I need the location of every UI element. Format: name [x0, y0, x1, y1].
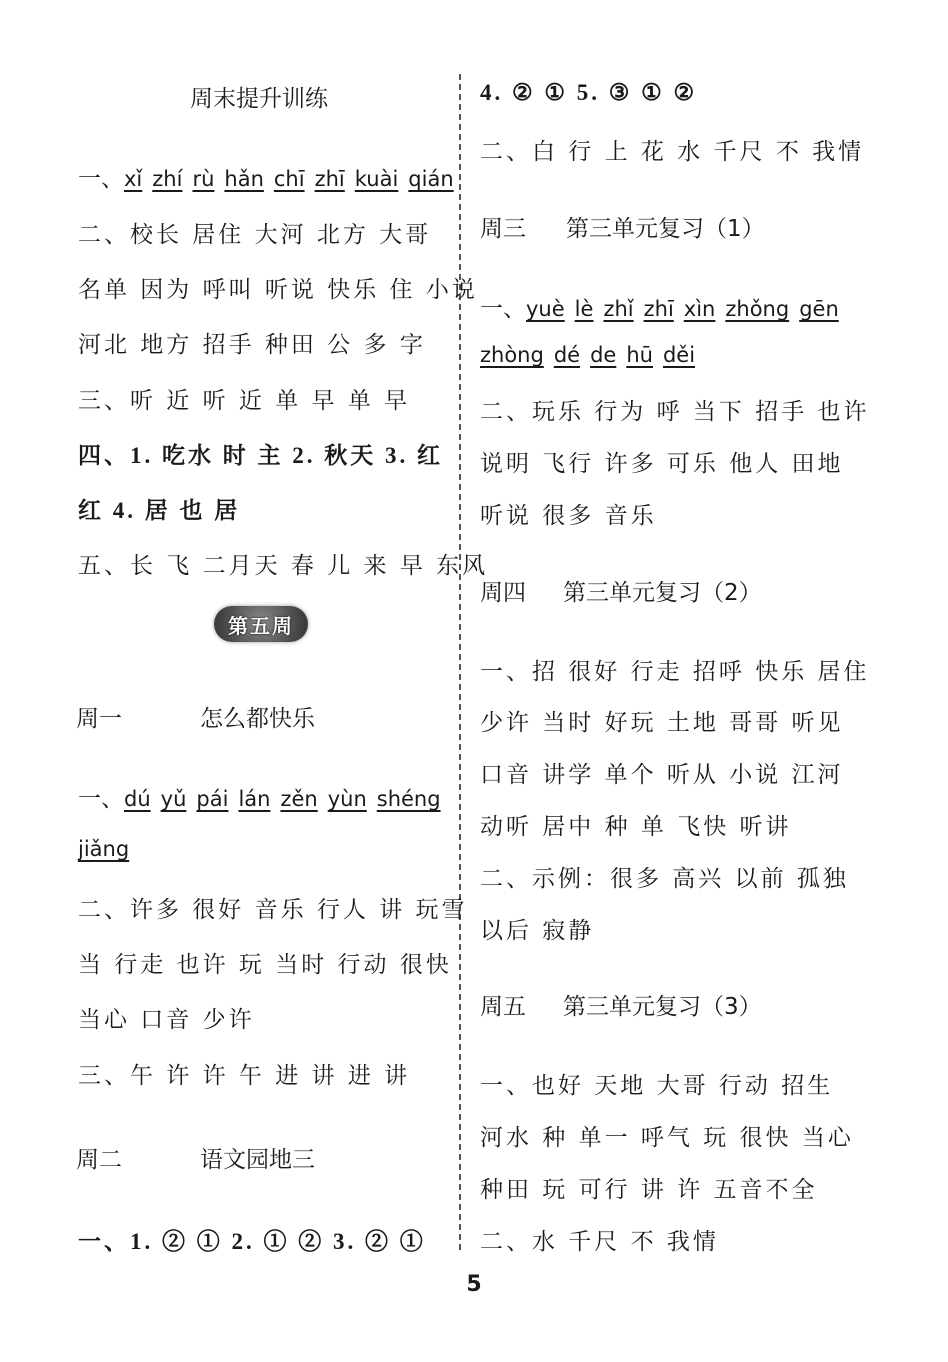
answer-line: 二、示例：很多 高兴 以前 孤独 — [480, 866, 849, 892]
pinyin-syllable: jiǎng — [78, 837, 130, 861]
item-prefix: 一、 — [78, 166, 124, 192]
pinyin-syllable: zhǒng — [725, 297, 790, 321]
answer-line: 种田 玩 可行 讲 许 五音不全 — [480, 1177, 818, 1203]
answer-line: 五、长 飞 二月天 春 儿 来 早 东风 — [78, 553, 489, 579]
pinyin-syllable: xìn — [683, 297, 716, 321]
section-day-label: 周二 — [76, 1147, 122, 1173]
section-title: 第三单元复习（3） — [563, 994, 762, 1020]
item-prefix: 一、 — [78, 786, 124, 812]
pinyin-syllable: zhǐ — [603, 297, 634, 321]
answer-line: 三、午 许 许 午 进 讲 进 讲 — [78, 1063, 411, 1089]
pinyin-syllable: hǎn — [224, 167, 264, 191]
answer-line: 以后 寂静 — [480, 918, 595, 944]
pinyin-line-3-cont — [480, 342, 705, 368]
page-number: 5 — [466, 1272, 482, 1297]
column-divider — [459, 74, 461, 1250]
answer-line: 当 行走 也许 玩 当时 行动 很快 — [78, 952, 452, 978]
pinyin-syllable: zhí — [152, 167, 183, 191]
pinyin-syllable: děi — [662, 343, 696, 367]
pinyin-group — [124, 787, 451, 811]
answer-line: 四、1. 吃水 时 主 2. 秋天 3. 红 — [78, 443, 443, 468]
answer-line: 名单 因为 呼叫 听说 快乐 住 小说 — [78, 277, 478, 303]
answer-line: 当心 口音 少许 — [78, 1007, 255, 1033]
pinyin-syllable: dú — [124, 787, 151, 811]
answer-line: 河北 地方 招手 种田 公 多 字 — [78, 332, 426, 358]
pinyin-syllable: shéng — [376, 787, 441, 811]
answer-line: 动听 居中 种 单 飞快 听讲 — [480, 814, 792, 840]
pinyin-line-2-cont — [78, 836, 139, 862]
answer-line: 一、招 很好 行走 招呼 快乐 居住 — [480, 659, 870, 685]
answer-line: 听说 很多 音乐 — [480, 503, 657, 529]
answer-line: 二、水 千尺 不 我情 — [480, 1229, 719, 1255]
pinyin-line-3 — [480, 290, 849, 323]
pinyin-syllable: dé — [553, 343, 581, 367]
pinyin-line-1 — [78, 160, 464, 193]
pinyin-syllable: lè — [574, 297, 594, 321]
pinyin-syllable: gēn — [799, 297, 839, 321]
answer-line: 二、许多 很好 音乐 行人 讲 玩雪 — [78, 897, 468, 923]
pinyin-syllable: yùn — [327, 787, 367, 811]
pinyin-group — [480, 343, 705, 367]
pinyin-line-2 — [78, 780, 451, 813]
pinyin-syllable: zhòng — [480, 343, 544, 367]
answer-line: 少许 当时 好玩 土地 哥哥 听见 — [480, 710, 844, 736]
answer-line: 三、听 近 听 近 单 早 单 早 — [78, 388, 411, 414]
answer-line: 口音 讲学 单个 听从 小说 江河 — [480, 762, 844, 788]
answer-line: 一、1. ② ① 2. ① ② 3. ② ① — [78, 1229, 426, 1254]
pinyin-group — [78, 837, 139, 861]
answer-line: 二、玩乐 行为 呼 当下 招手 也许 — [480, 399, 870, 425]
section-day-label: 周三 — [480, 216, 526, 242]
pinyin-group — [124, 167, 464, 191]
pinyin-syllable: yuè — [526, 297, 565, 321]
pinyin-syllable: pái — [196, 787, 229, 811]
week-badge: 第五周 — [214, 606, 308, 642]
pinyin-syllable: xǐ — [124, 167, 143, 191]
section-day-label: 周五 — [480, 994, 526, 1020]
answer-line: 一、也好 天地 大哥 行动 招生 — [480, 1073, 834, 1099]
pinyin-syllable: lán — [238, 787, 271, 811]
answer-line: 红 4. 居 也 居 — [78, 498, 241, 523]
pinyin-syllable: hū — [626, 343, 653, 367]
section-day-label: 周一 — [76, 706, 122, 732]
answer-line: 二、校长 居住 大河 北方 大哥 — [78, 222, 432, 248]
pinyin-syllable: zhī — [314, 167, 345, 191]
section-title: 怎么都快乐 — [200, 706, 315, 732]
pinyin-syllable: qián — [408, 167, 454, 191]
pinyin-syllable: rù — [192, 167, 215, 191]
pinyin-syllable: chī — [273, 167, 305, 191]
section-title: 第三单元复习（1） — [566, 216, 765, 242]
answer-line: 说明 飞行 许多 可乐 他人 田地 — [480, 451, 844, 477]
section-title: 语文园地三 — [200, 1147, 315, 1173]
answer-line: 4. ② ① 5. ③ ① ② — [480, 80, 698, 105]
pinyin-syllable: zhī — [643, 297, 674, 321]
section-day-label: 周四 — [480, 580, 526, 606]
section-title: 第三单元复习（2） — [563, 580, 762, 606]
answer-line: 河水 种 单一 呼气 玩 很快 当心 — [480, 1125, 854, 1151]
weekend-title: 周末提升训练 — [190, 86, 328, 112]
pinyin-group — [526, 297, 849, 321]
pinyin-syllable: kuài — [354, 167, 399, 191]
answer-line: 二、白 行 上 花 水 千尺 不 我情 — [480, 139, 865, 165]
item-prefix: 一、 — [480, 296, 526, 322]
pinyin-syllable: zěn — [280, 787, 318, 811]
pinyin-syllable: yǔ — [160, 787, 187, 811]
pinyin-syllable: de — [590, 343, 617, 367]
